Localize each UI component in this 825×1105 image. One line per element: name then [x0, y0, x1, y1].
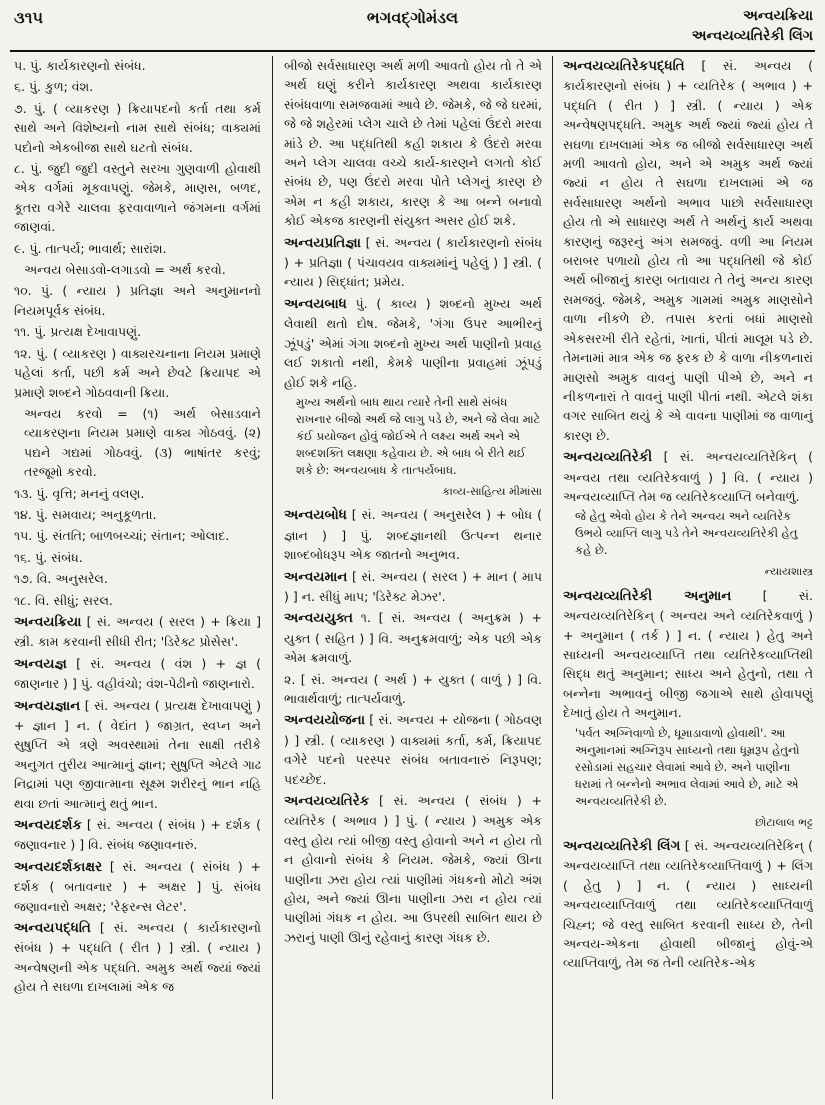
dictionary-entry [14, 857, 261, 916]
entry-definition: ૯. પું. તાત્પર્ય; ભાવાર્થ; સારાંશ. [14, 240, 167, 256]
entry-definition: [ સં. અન્વય ( સંબંધ ) + દર્શક ( જણાવનાર ) ] વિ. સંબંધ જણાવનારું. [14, 817, 261, 853]
entry-definition: અન્વય બેસાડવો-લગાડવો = અર્થ કરવો. [24, 262, 226, 278]
entry-definition: [ સં. અન્વય ( કાર્યકારણનો સંબંધ ) + વ્યતિરેક ( અભાવ ) + પદ્ધતિ ( રીત ) ] સ્ત્રી. ( ન્યાય ) એક અન્વેષણપદ્ધતિ. અમુક અર્થ જ્યાં જ્યાં હોય તે સઘળા દાખલામાં એક જ બીજો સર્વસાધારણ અર્થ મળી આવતો હોય, અને એ અમુક અર્થ જ્યાં જ્યાં ન હોય તે સઘળા દાખલામાં એ જ સર્વસાધારણ અર્થનો અભાવ પાછો સર્વસાધારણ હોય તો એ સાધારણ અર્થ તે અર્થનું કાર્ય અથવા કારણનું જરૂરનું અંગ સમજવું. વળી આ નિયમ બરાબર પળાયો હોય તો આ પદ્ધતિથી જે કોઈ અર્થ બીજાનું કારણ બતાવાય તે તેનું અન્ય કારણ સમજવું. જેમકે, અમુક ગામમાં અમુક માણસોને વાળા નીકળે છે. તપાસ કરતાં બધાં માણસો એકસરખી રીતે રહેતાં, ખાતાં, પીતાં માલૂમ પડે છે. તેમનામાં માત્ર એક જ ફરક છે કે વાળા નીકળનારાં માણસો અમુક વાવનું પાણી પીએ છે, અને ન નીકળનારાં તે વાવનું પાણી પીતાં નથી. એટલે શંકા વગર સાબિત થયું કે એ વાવના પાણીમાં જ વાળાનું કારણ છે. [563, 58, 813, 443]
entry-headword: અન્વયયુક્ત [284, 610, 353, 627]
dictionary-entry [284, 608, 542, 667]
column-divider [272, 56, 273, 1099]
entry-definition: [ સં. અન્વય ( કાર્યકારણનો સંબંધ ) + પદ્ધતિ ( રીત ) ] સ્ત્રી. ( ન્યાય ) અન્વેષણની એક પદ્ધતિ. અમુક અર્થ જ્યાં જ્યાં હોય તે સઘળા દાખલામાં એક જ [14, 920, 261, 995]
entry-definition: ૧૦. પું. ( ન્યાય ) પ્રતિજ્ઞા અને અનુમાનનો નિયમપૂર્વક સંબંધ. [14, 283, 261, 318]
dictionary-entry [284, 505, 542, 564]
entry-sense [14, 548, 261, 567]
entry-definition: [ સં. અન્વય ( વંશ ) + જ્ઞ ( જાણનાર ) ] પું. વહીવંચો; વંશ-પેઢીનો જાણનારો. [14, 655, 261, 692]
entry-definition: [ સં. અન્વય ( કાર્યકારણનો સંબંધ ) + પ્રતિજ્ઞા ( પંચાવયવ વાક્યમાંનું પહેલું ) ] સ્ત્રી. ( ન્યાય ) સિદ્ધાંત; પ્રમેય. [284, 234, 542, 290]
entry-headword: અન્વયવ્યતિરેકપદ્ધતિ [563, 58, 685, 74]
entry-headword: અન્વયમાન [284, 568, 348, 585]
entry-definition: ૧૭. વિ. અનુસરેલ. [14, 571, 108, 587]
dictionary-title: ભગવદ્ગોમંડલ [366, 8, 459, 27]
entry-sense [14, 526, 261, 545]
entry-sense [14, 99, 261, 157]
dictionary-entry [563, 447, 813, 506]
entry-definition: [ સં. અન્વયવ્યતિરેકિન્ ( અન્વય તથા વ્યતિરેકવાળું ) ] વિ. ( ન્યાય ) અન્વયવ્યાપ્તિ તેમ જ વ્યતિરેકવ્યાપ્તિ બનેવાળું. [563, 449, 813, 504]
entry-definition: ૧૨. પું. ( વ્યાકરણ ) વાક્યરચનાના નિયમ પ્રમાણે પહેલાં કર્તા, પછી કર્મ અને છેવટે ક્રિયાપદ એ પ્રમાણે શબ્દને ગોઠવવાની ક્રિયા. [14, 345, 261, 400]
entry-definition: પું. ( કાવ્ય ) શબ્દનો મુખ્ય અર્થ લેવાથી થતો દોષ. જેમકે, 'ગંગા ઉપર આભીરનું ઝૂંપડું' એમાં ગંગા શબ્દનો મુખ્ય અર્થ પાણીનો પ્રવાહ લઈ શકાતો નથી, કેમકે પાણીના પ્રવાહમાં ઝૂંપડું હોઈ શકે નહિ. [284, 295, 542, 390]
entry-definition: ૨. [ સં. અન્વય ( અર્થ ) + યુક્ત ( વાળું ) ] વિ. ભાવાર્થવાળું; તાત્પર્યવાળું. [284, 671, 542, 706]
entry-sense [14, 484, 261, 503]
dictionary-entry [14, 654, 261, 694]
entry-sense [14, 569, 261, 588]
entry-headword: અન્વયબાધ [284, 295, 347, 312]
entry-headword: અન્વયબોધ [284, 507, 347, 524]
citation-quote: જે હેતુ એવો હોય કે તેને અન્વય અને વ્યતિરેક ઉભયે વ્યાપ્તિ લાગુ પડે તેને અન્વયવ્યતિરેકી હેતુ કહે છે. [575, 509, 798, 558]
guide-word-first: અન્વયક્રિયા [743, 8, 813, 24]
entry-definition: [ સં. અન્વય ( સંબંધ ) + દર્શક ( બતાવનાર ) + અક્ષર ] પું. સંબંધ જણાવનારો અક્ષર; 'રેફરન્સ લેટર'. [14, 858, 261, 914]
entry-definition: ૧૩. પું. વૃત્તિ; મનનું વલણ. [14, 485, 145, 501]
entry-sense [284, 670, 542, 709]
entry-sense [14, 260, 261, 279]
entry-sense [14, 404, 261, 482]
citation-source: કાવ્ય-સાહિત્ય મીમાંસા [442, 484, 542, 498]
citation-source: છોટાલાલ ભટ્ટ [755, 815, 813, 829]
entry-definition: અન્વય કરવો = (૧) અર્થ બેસાડવાને વ્યાકરણના નિયમ પ્રમાણે વાક્ય ગોઠવવું. (૨) પદ્યને ગદ્યમાં ગોઠવવું. (૩) ભાષાંતર કરવું; તરજૂમો કરવો. [24, 405, 261, 480]
citation-source: ન્યાયશાસ્ત્ર [764, 565, 813, 579]
entry-headword: અન્વયવ્યતિરેકી અનુમાન [563, 587, 732, 604]
entry-sense [14, 239, 261, 258]
entry-definition: [ સં. અન્વય ( સરલ ) + ક્રિયા ] સ્ત્રી. કામ કરવાની સીધી રીત; 'ડિરેક્ટ પ્રોસેસ'. [14, 613, 261, 650]
entry-definition: ૧૮. વિ. સીધું; સરલ. [14, 592, 113, 608]
header-rule [10, 50, 815, 52]
entry-definition: ૬. પું. કુળ; વંશ. [14, 79, 94, 95]
entry-definition: ૧૫. પું. સંતતિ; બાળબચ્ચાં; સંતાન; ઓલાદ. [14, 528, 230, 544]
entry-headword: અન્વયપદ્ધતિ [14, 920, 91, 937]
dictionary-entry [284, 294, 542, 392]
entry-definition: ૮. પું. જુદી જુદી વસ્તુને સરખા ગુણવાળી હોવાથી એક વર્ગમાં મૂકવાપણું. જેમકે, માણસ, બળદ, કૂતરા વગેરે ચાલવા ફરવાવાળાને જંગમના વર્ગમાં જાણવાં. [14, 161, 261, 235]
citation-quote: 'પર્વત અગ્નિવાળો છે, ધૂમાડાવાળો હોવાથી'. આ અનુમાનમાં અગ્નિરૂપ સાધ્યનો તથા ધૂમ્રરૂપ હેતુનો રસોડામાં સહચાર લેવામાં આવે છે. અને પાણીના ધરામાં તે બન્નેનો અભાવ લેવામાં આવે છે, માટે એ અન્વયવ્યતિરેકી છે. [575, 725, 800, 808]
entry-definition: ૧૧. પું. પ્રત્યક્ષ દેખાવાપણું. [14, 324, 142, 340]
entry-definition: [ સં. અન્વય ( સંબંધ ) + વ્યતિરેક ( અભાવ ) ] પું. ( ન્યાય ) અમુક એક વસ્તુ હોય ત્યાં બીજી વસ્તુ હોવાનો અને ન હોય તો ન હોવાનો સંબંધ કે નિયમ. જેમકે, જ્યાં ઊના પાણીના ઝરા હોય ત્યાં પાણીમાં ગંધકનો મોટો અંશ હોય, અને જ્યાં ઊના પાણીના ઝરા ન હોય ત્યાં પાણીમાં ગંધક ન હોય. આ ઉપરથી સાબિત થાય છે ઝરાનું પાણી ઊનું રહેવાનું કારણ ગંધક છે. [284, 793, 542, 945]
entry-headword: અન્વયદર્શકાક્ષર [14, 858, 103, 875]
entry-definition: બીજો સર્વસાધારણ અર્થ મળી આવતો હોય તો તે એ અર્થ ઘણું કરીને કાર્યકારણ અથવા કાર્યકારણ સંબંધવાળા સમજવામાં આવે છે. જેમકે, જે જે ઘરમાં, જે જે શહેરમાં પ્લેગ ચાલે છે તેમાં પહેલાં ઉંદરો મરવા માંડે છે. આ પદ્ધતિથી કહી શકાય કે ઉંદરો મરવા અને પ્લેગ ચાલવા વચ્ચે કાર્ય-કારણને લગતો કોઈ સંબંધ છે, પણ ઉંદરો મરવા પોતે પ્લેગનું કારણ છે એમ ન કહી શકાય, કારણ કે આ બન્ને બનાવો કોઈ એકજ કારણની સંયુક્ત અસર હોઈ શકે. [284, 58, 542, 229]
entry-headword: અન્વયવ્યતિરેક [284, 793, 370, 809]
dictionary-entry [284, 710, 542, 789]
entry-headword: અન્વયયોજના [284, 712, 366, 729]
entry-definition: ૫. પું. કાર્યકારણનો સંબંધ. [14, 58, 146, 73]
dictionary-entry [284, 233, 542, 292]
entry-sense [14, 159, 261, 237]
entry-definition: ૧૪. પું. સમવાય; અનુકૂળતા. [14, 506, 157, 522]
guide-word-last: અન્વયવ્યતિરેકી લિંગ [691, 28, 813, 44]
entry-sense [14, 77, 261, 96]
entry-headword: અન્વયજ્ઞ [14, 655, 67, 672]
citation-quote: મુખ્ય અર્થનો બાધ થાય ત્યારે તેની સાથે સંબંધ રાખનાર બીજો અર્થ જે લાગુ પડે છે, અને જે લેવા માટે કંઈ પ્રયોજન હોવું જોઈએ તે લક્ષ્ય અર્થ અને એ શબ્દશક્તિ લક્ષણા કહેવાય છે. એ બાધ બે રીતે થઈ શકે છે: અન્વયબાધ કે તાત્પર્યબાધ. [296, 394, 541, 477]
dictionary-entry [563, 56, 813, 445]
dictionary-entry [284, 791, 542, 947]
entry-headword: અન્વયવ્યતિરેકી [563, 449, 653, 466]
column-divider [552, 56, 553, 1099]
entry-sense [284, 56, 542, 231]
dictionary-entry [14, 918, 261, 997]
entry-definition: [ સં. અન્વયવ્યતિરેકિન્ ( અન્વયવ્યાપ્તિ તથા વ્યતિરેકવ્યાપ્તિવાળું ) + લિંગ ( હેતુ ) ] ન. ( ન્યાય ) સાધ્યની અન્વયવ્યાપ્તિવાળું તથા વ્યતિરેકવ્યાપ્તિવાળું ચિહ્ન; જે વસ્તુ સાબિત કરવાની સાધ્ય છે, તેની અન્વય-એકના હોવાથી બીજાનું હોવું-એ વ્યાપ્તિવાળું, તેમ જ તેની વ્યતિરેક-એક [563, 838, 813, 971]
entry-definition: ૧. [ સં. અન્વય ( અનુક્રમ ) + યુક્ત ( સહિત ) ] વિ. અનુક્રમવાળું; એક પછી એક એમ ક્રમવાળું. [284, 610, 542, 666]
entry-sense [14, 591, 261, 610]
entry-sense [14, 281, 261, 320]
page-number: ૩૧૫ [14, 8, 44, 27]
page-header [0, 0, 825, 50]
dictionary-entry [284, 567, 542, 607]
entry-definition: [ સં. અન્વયવ્યતિરેકિન્ ( અન્વય અને વ્યતિરેકવાળું ) + અનુમાન ( તર્ક ) ] ન. ( ન્યાય ) હેતુ અને સાધ્યની અન્વયવ્યાપ્તિ તથા વ્યતિરેકવ્યાપ્તિથી સિદ્ધ થતું અનુમાન; સાધ્ય અને હેતુનો, તથા તે બન્નેના અભાવનું બીજી જગાએ સાથે હોવાપણું દેખાતું હોય તે અનુમાન. [563, 587, 813, 721]
entry-sense [14, 322, 261, 341]
entry-headword: અન્વયદર્શક [14, 817, 82, 834]
entry-sense [14, 505, 261, 524]
dictionary-entry [14, 696, 261, 813]
entry-headword: અન્વયપ્રતિજ્ઞા [284, 234, 361, 251]
entry-definition: [ સં. અન્વય ( અનુસરેલ ) + બોધ ( જ્ઞાન ) ] પું. શબ્દજ્ઞાનથી ઉત્પન્ન થનાર શાબ્દબોધરૂપ એક જાતનો અનુભવ. [284, 507, 542, 563]
dictionary-entry [14, 815, 261, 855]
column-right [563, 56, 813, 1098]
entry-definition: [ સં. અન્વય ( સરલ ) + માન ( માપ ) ] ન. સીધું માપ; 'ડિરેક્ટ મેઝર'. [284, 568, 542, 604]
entry-definition: ૧૬. પું. સંબંધ. [14, 549, 83, 565]
guide-words [692, 6, 813, 46]
entry-sense [14, 56, 261, 75]
entry-headword: અન્વયવ્યતિરેકી લિંગ [563, 838, 681, 854]
dictionary-entry [14, 612, 261, 652]
entry-definition: ૭. પું. ( વ્યાકરણ ) ક્રિયાપદનો કર્તા તથા કર્મ સાથે અને વિશેષ્યનો નામ સાથે સંબંધ; વાક્યમાં પદોનો એકબીજા સાથે ઘટતો સંબંધ. [14, 100, 261, 155]
entry-headword: અન્વયક્રિયા [14, 613, 82, 630]
column-middle [284, 56, 542, 1098]
entry-definition: [ સં. અન્વય ( પ્રત્યક્ષ દેખાવાપણું ) + જ્ઞાન ] ન. ( વેદાંત ) જાગ્રત, સ્વપ્ન અને સુષુપ્તિ એ ત્રણે અવસ્થામાં તેના સાક્ષી તરીકે અનુગત તુરીય આત્માનું જ્ઞાન; સુષુપ્તિ એટલે ગાઢ નિદ્રામાં પણ જીવાત્માના સૂક્ષ્મ શરીરનું ભાન નહિ થવા છતાં આત્માનું થતું ભાન. [14, 697, 261, 811]
entry-definition: [ સં. અન્વય + યોજના ( ગોઠવણ ) ] સ્ત્રી. ( વ્યાકરણ ) વાક્યમાં કર્તા, કર્મ, ક્રિયાપદ વગેરે પદનો પરસ્પર સંબંધ બતાવનારું નિરૂપણ; પદચ્છેદ. [284, 712, 542, 787]
dictionary-entry [563, 836, 813, 973]
column-left [14, 56, 261, 1098]
entry-sense [14, 344, 261, 402]
dictionary-entry [563, 586, 813, 723]
entry-headword: અન્વયજ્ઞાન [14, 697, 81, 714]
